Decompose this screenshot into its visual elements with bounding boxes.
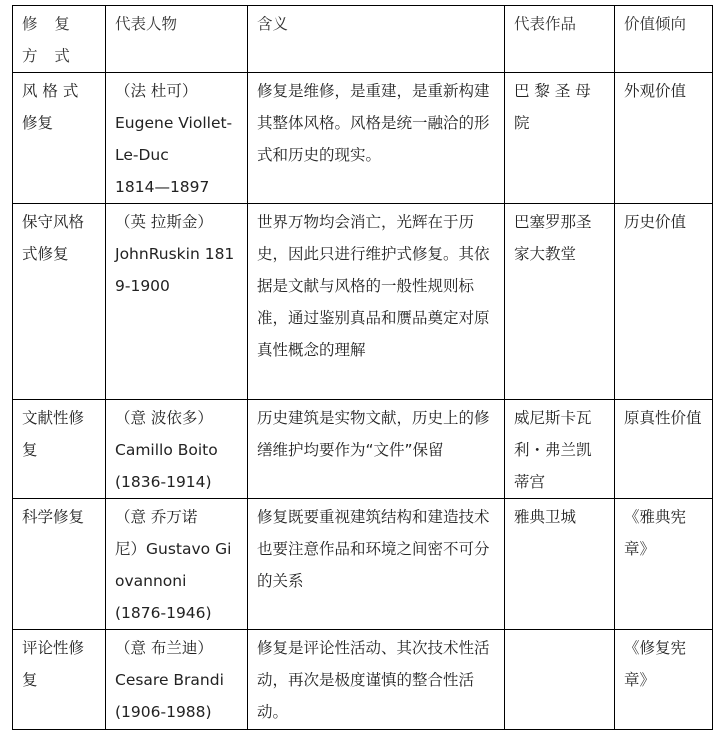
cell-work: 雅典卫城 (505, 499, 615, 630)
cell-method: 评论性修复 (13, 630, 106, 730)
cell-value: 《修复宪章》 (615, 630, 713, 730)
cell-work: 巴 黎 圣 母 院 (505, 73, 615, 204)
table-row (13, 73, 713, 204)
person-years: (1906-1988) (115, 703, 212, 721)
person-name-en: 尼）Gustavo Gi (115, 540, 232, 558)
cell-method: 科学修复 (13, 499, 106, 630)
cell-meaning: 修复是维修，是重建，是重新构建其整体风格。风格是统一融洽的形式和历史的现实。 (248, 73, 505, 204)
person-name-en: Eugene Viollet- (115, 114, 233, 132)
person-name-en: JohnRuskin 181 (115, 245, 235, 263)
table-row (13, 204, 713, 400)
cell-value: 原真性价值 (615, 400, 713, 499)
cell-meaning: 世界万物均会消亡，光辉在于历史，因此只进行维护式修复。其依据是文献与风格的一般性规则标准，通过鉴别真品和赝品奠定对原真性概念的理解 (248, 204, 505, 400)
header-person: 代表人物 (106, 6, 248, 73)
cell-method: 风 格 式 修复 (13, 73, 106, 204)
header-work: 代表作品 (505, 6, 615, 73)
header-meaning: 含义 (248, 6, 505, 73)
cell-meaning: 历史建筑是实物文献，历史上的修缮维护均要作为“文件”保留 (248, 400, 505, 499)
cell-person (106, 630, 248, 730)
person-name-cn: （意 乔万诺 (115, 508, 198, 526)
person-name-en: Camillo Boito (115, 441, 218, 459)
person-name-cn: （意 波依多） (115, 409, 213, 427)
table-row (13, 499, 713, 630)
person-name-cn: （法 杜可） (115, 82, 198, 100)
restoration-methods-table (12, 5, 713, 730)
table-row (13, 630, 713, 730)
person-name-en: Cesare Brandi (115, 671, 224, 689)
table-row (13, 400, 713, 499)
cell-person (106, 73, 248, 204)
cell-work: 巴塞罗那圣家大教堂 (505, 204, 615, 400)
cell-value: 历史价值 (615, 204, 713, 400)
cell-person (106, 400, 248, 499)
person-name-en-cont: Le-Duc (115, 146, 169, 164)
cell-value: 《雅典宪章》 (615, 499, 713, 630)
cell-person (106, 499, 248, 630)
person-years: 9-1900 (115, 277, 170, 295)
cell-work (505, 630, 615, 730)
cell-meaning: 修复既要重视建筑结构和建造技术也要注意作品和环境之间密不可分的关系 (248, 499, 505, 630)
header-value: 价值倾向 (615, 6, 713, 73)
person-years: 1814—1897 (115, 178, 210, 196)
cell-method: 文献性修复 (13, 400, 106, 499)
person-name-en-cont: ovannoni (115, 572, 187, 590)
cell-method: 保守风格式修复 (13, 204, 106, 400)
cell-person (106, 204, 248, 400)
cell-work: 威尼斯卡瓦利・弗兰凯蒂宫 (505, 400, 615, 499)
person-years: (1876-1946) (115, 604, 212, 622)
person-name-cn: （意 布兰迪） (115, 639, 213, 657)
cell-value: 外观价值 (615, 73, 713, 204)
header-method: 修 复 方 式 (13, 6, 106, 73)
person-name-cn: （英 拉斯金） (115, 213, 213, 231)
person-years: (1836-1914) (115, 473, 212, 491)
cell-meaning: 修复是评论性活动、其次技术性活动，再次是极度谨慎的整合性活动。 (248, 630, 505, 730)
table-header-row (13, 6, 713, 73)
